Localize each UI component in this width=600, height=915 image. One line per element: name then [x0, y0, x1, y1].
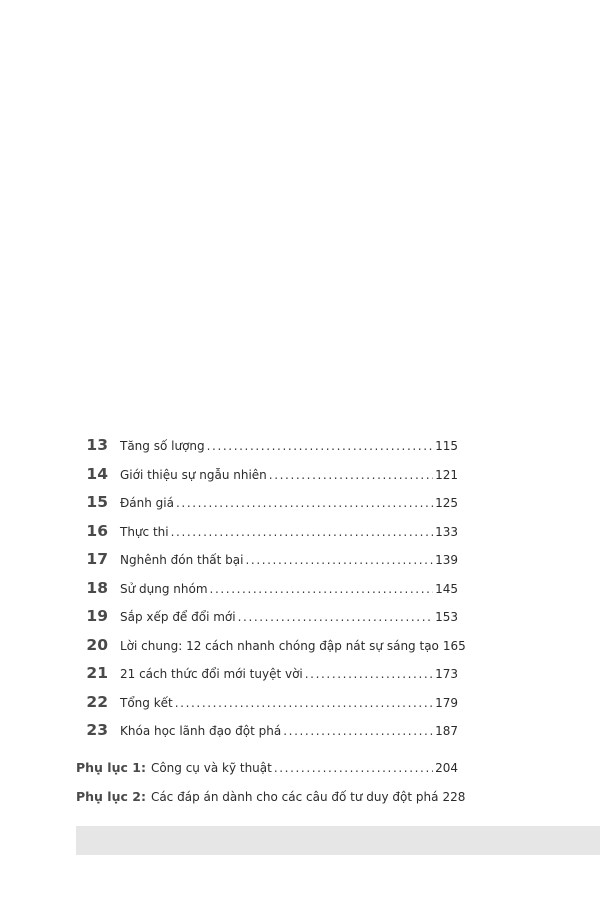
chapter-title: Lời chung: 12 cách nhanh chóng đập nát sự sáng tạo — [120, 638, 439, 653]
chapter-title: Nghênh đón thất bại — [120, 553, 244, 567]
footer-band — [76, 826, 600, 855]
appendix-label: Phụ lục 1: — [76, 760, 146, 775]
appendix-title: Công cụ và kỹ thuật — [150, 761, 272, 775]
page-number: 187 — [435, 724, 458, 738]
appendix-label: Phụ lục 2: — [76, 789, 146, 804]
chapter-number: 13 — [86, 436, 108, 454]
chapter-title: Sắp xếp để đổi mới — [120, 610, 236, 624]
toc-entry-22 — [76, 693, 458, 722]
chapter-title: Khóa học lãnh đạo đột phá — [120, 724, 282, 738]
toc-entry-21 — [76, 664, 458, 693]
chapter-number: 23 — [86, 721, 108, 739]
dot-leader — [245, 553, 433, 567]
toc-entry-20 — [76, 635, 466, 665]
chapter-title: Đánh giá — [120, 496, 174, 510]
toc-entry-15 — [76, 493, 458, 522]
chapter-title: Giới thiệu sự ngẫu nhiên — [120, 467, 267, 482]
table-of-contents — [76, 436, 466, 750]
chapter-title: Tăng số lượng — [120, 439, 205, 453]
chapter-number: 21 — [86, 664, 108, 682]
toc-entry-14 — [76, 465, 458, 494]
dot-leader — [269, 468, 433, 482]
dot-leader — [207, 439, 433, 453]
chapter-number: 15 — [86, 493, 108, 511]
page-number: 204 — [435, 761, 458, 775]
toc-entry-13 — [76, 436, 458, 465]
toc-entry-17 — [76, 550, 458, 579]
dot-leader — [283, 724, 433, 738]
chapter-number: 17 — [86, 550, 108, 568]
page-number: 228 — [442, 790, 466, 804]
chapter-number: 20 — [86, 635, 108, 654]
page-number: 139 — [435, 553, 458, 567]
dot-leader — [210, 582, 434, 596]
toc-appendix-1 — [76, 760, 458, 789]
dot-leader — [175, 696, 433, 710]
toc-entry-16 — [76, 522, 458, 551]
chapter-title: Sử dụng nhóm — [120, 581, 208, 596]
dot-leader — [171, 525, 433, 539]
page-number: 115 — [435, 439, 458, 453]
toc-entry-19 — [76, 607, 458, 636]
page-number: 121 — [435, 467, 458, 482]
appendix-title: Các đáp án dành cho các câu đố tư duy đột phá — [150, 790, 439, 804]
page-number: 145 — [435, 581, 458, 596]
page-number: 179 — [435, 695, 458, 710]
chapter-number: 18 — [86, 578, 108, 597]
chapter-number: 16 — [86, 521, 108, 540]
chapter-title: 21 cách thức đổi mới tuyệt vời — [120, 667, 303, 681]
toc-entry-23 — [76, 721, 458, 750]
toc-entry-18 — [76, 579, 458, 608]
dot-leader — [176, 496, 433, 510]
page-number: 165 — [442, 638, 466, 653]
dot-leader — [238, 610, 433, 624]
page-number: 133 — [435, 524, 458, 539]
dot-leader — [305, 667, 433, 681]
dot-leader — [274, 761, 433, 775]
chapter-number: 22 — [86, 692, 108, 711]
page-number: 153 — [435, 610, 458, 624]
page-number: 125 — [435, 496, 458, 510]
chapter-title: Tổng kết — [120, 695, 173, 710]
page-number: 173 — [435, 667, 458, 681]
chapter-number: 14 — [86, 464, 108, 483]
chapter-title: Thực thi — [120, 524, 169, 539]
toc-appendix-2 — [76, 789, 466, 818]
chapter-number: 19 — [86, 607, 108, 625]
